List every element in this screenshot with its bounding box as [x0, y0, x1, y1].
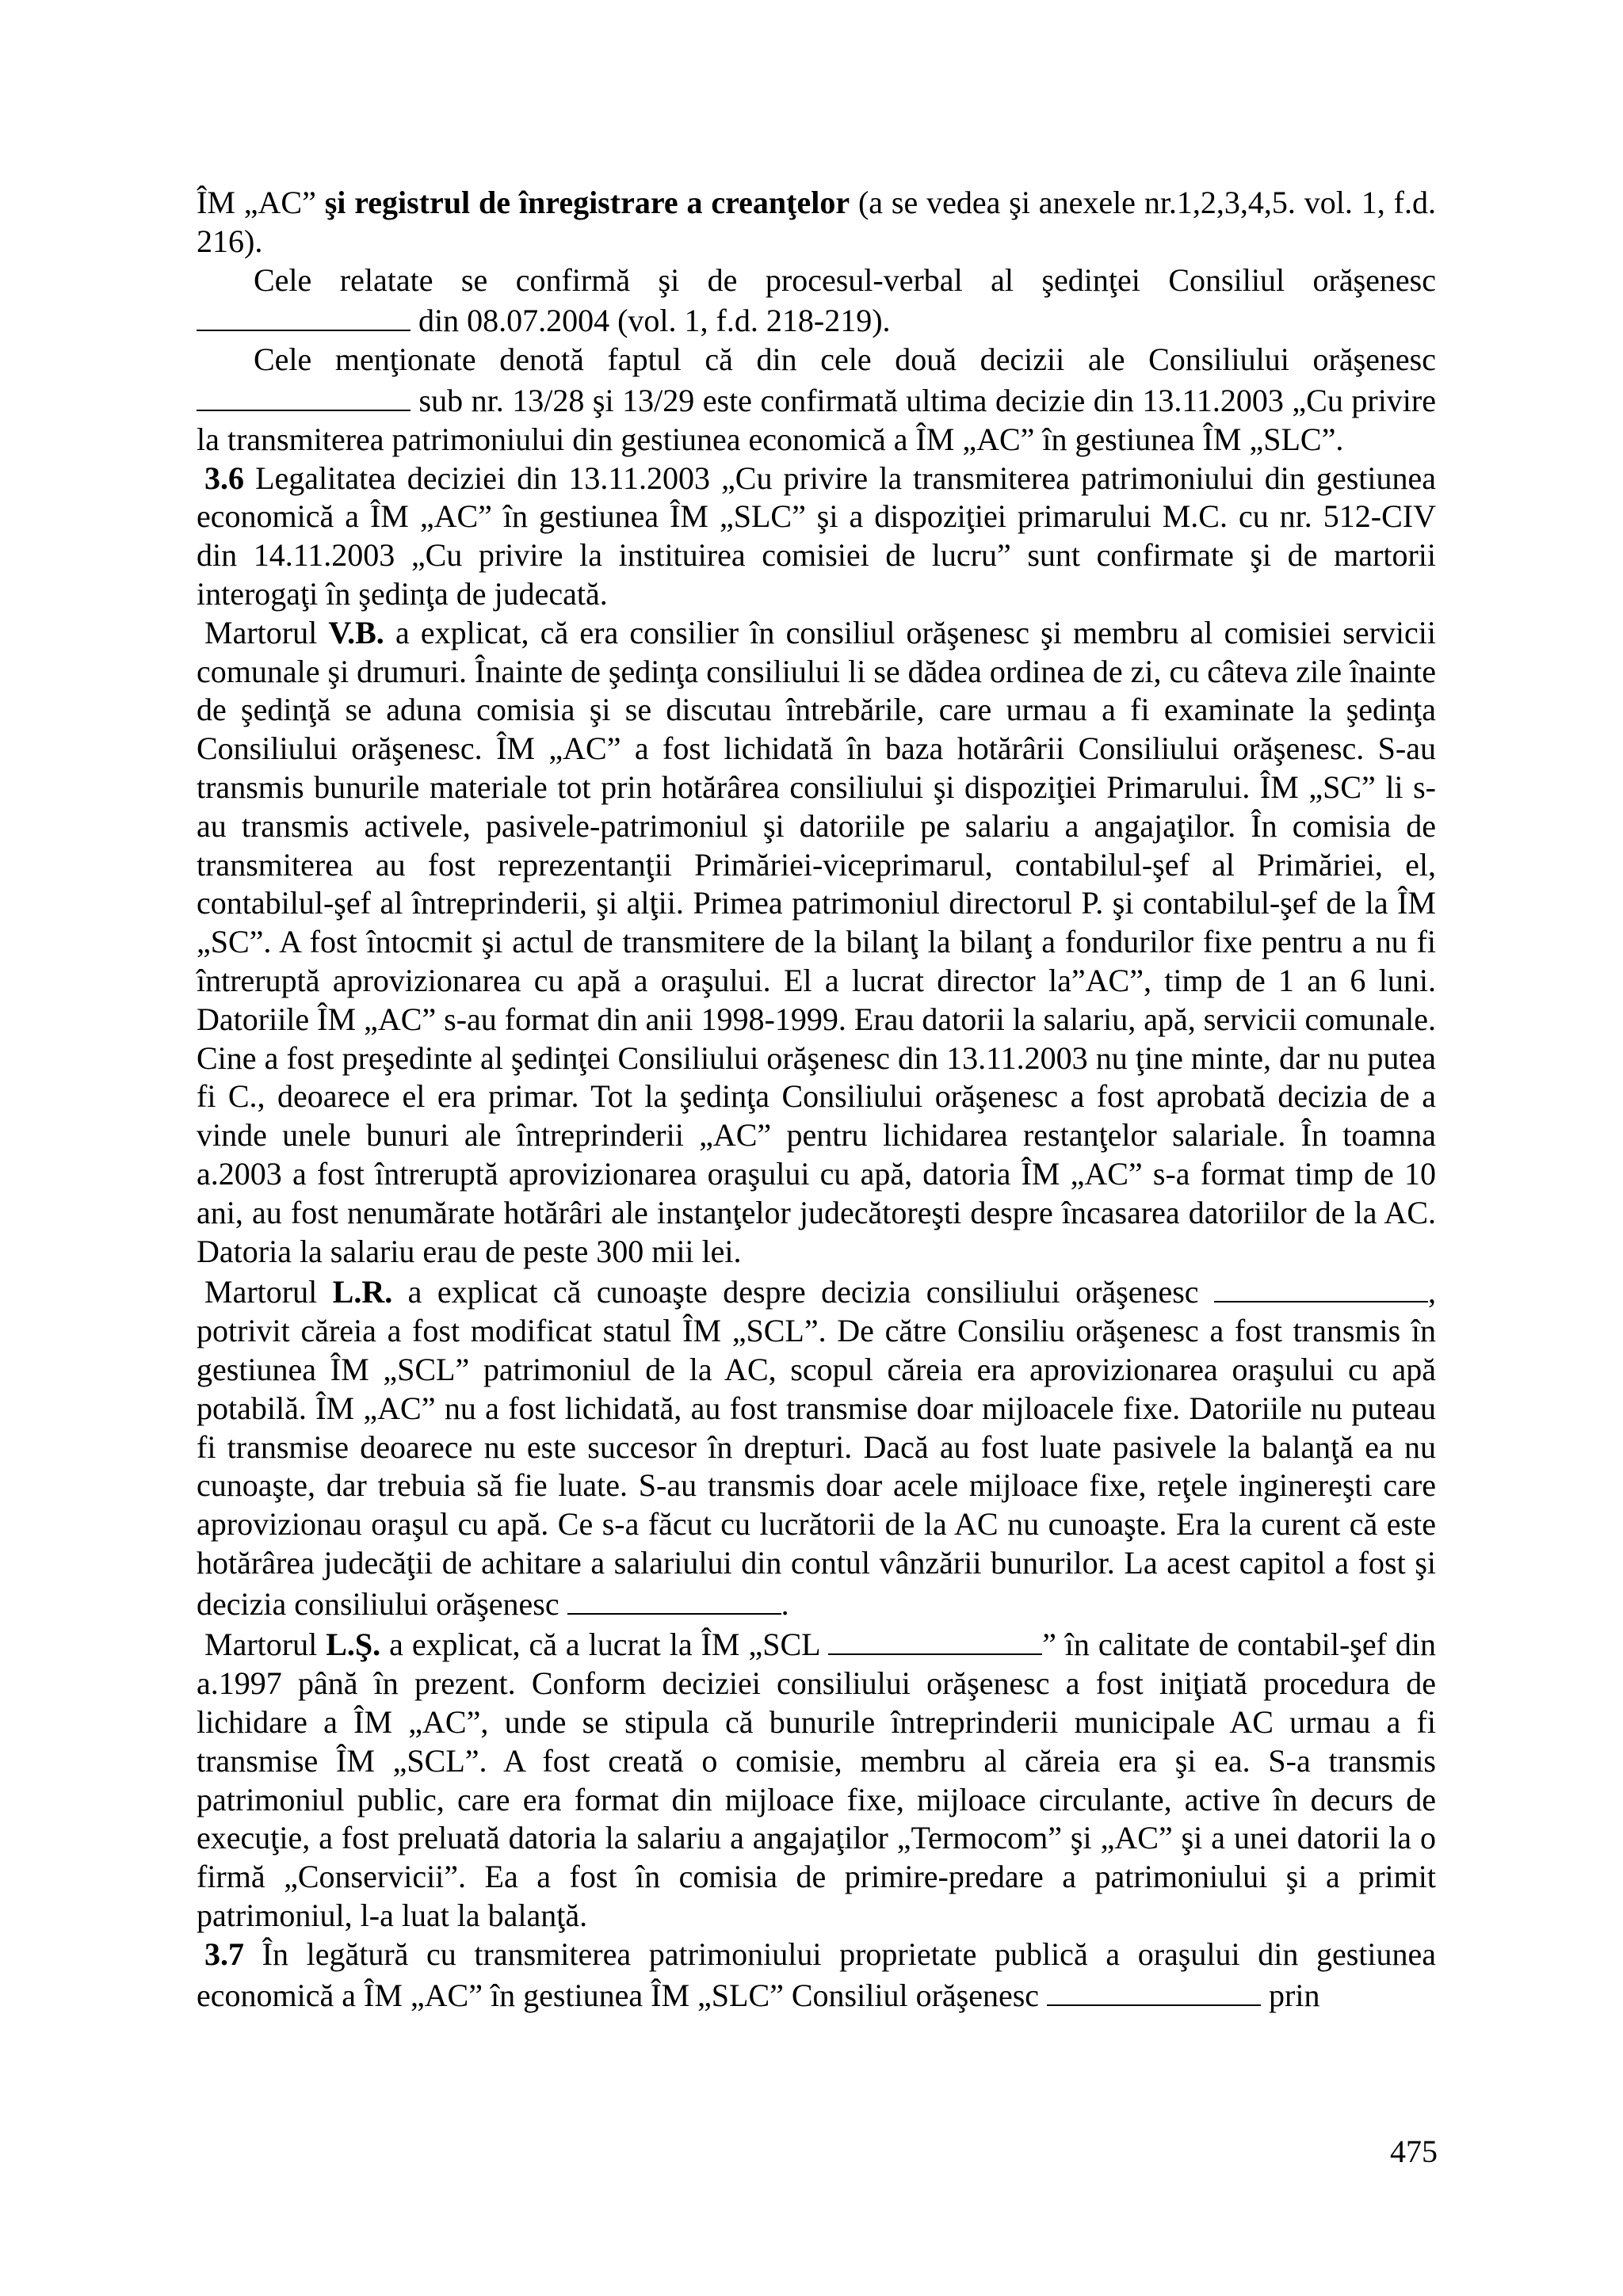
- section-number: 3.6: [204, 460, 244, 496]
- paragraph-witness-lr: [197, 1271, 1436, 1623]
- text: Cele menţionate denotă faptul că din cele două decizii ale Consiliului orăşenesc: [254, 341, 1436, 378]
- text: ” în calitate de contabil-şef din a.1997 până în prezent. Conform deciziei consiliului orăşenesc a fost iniţiată procedura de lichidare a ÎM „AC”, unde se stipula că bunurile întreprinderii municipale AC urmau a fi transmise ÎM „SCL”. A fost creată o comisie, membru al căreia era şi ea. S-a transmis patrimoniul public, care era format din mijloace fixe, mijloace circulante, active în decurs de execuţie, a fost preluată datoria la salariu a angajaţilor „Termocom” şi „AC” şi a unei datorii la o firmă „Conservicii”. Ea a fost în comisia de primire-predare a patrimoniului şi a primit patrimoniul, l-a luat la balanţă.: [197, 1627, 1437, 1934]
- text: ÎM „AC”: [197, 185, 325, 220]
- redacted-blank: [828, 1623, 1042, 1655]
- text: a explicat, că era consilier în consiliul orăşenesc şi membru al comisiei servicii comunale şi drumuri. Înainte de şedinţa consiliului li se dădea ordinea de zi, cu câteva zile înainte de şedinţă se aduna comisia şi se discutau întrebările, care urmau a fi examinate la şedinţa Consiliului orăşenesc. ÎM „AC” a fost lichidată în baza hotărârii Consiliului orăşenesc. S-au transmis bunurile materiale tot prin hotărârea consiliului şi dispoziţiei Primarului. ÎM „SC” li s-au transmis activele, pasivele-patrimoniul şi datoriile pe salariu a angajaţilor. În comisia de transmiterea au fost reprezentanţii Primăriei-viceprimarul, contabilul-şef al Primăriei, el, contabilul-şef al întreprinderii, şi alţii. Primea patrimoniul directorul P. şi contabilul-şef de la ÎM „SC”. A fost întocmit şi actul de transmitere de la bilanţ la bilanţ a fondurilor fixe pentru a nu fi întreruptă aprovizionarea cu apă a oraşului. El a lucrat director la”AC”, timp de 1 an 6 luni. Datoriile ÎM „AC” s-au format din anii 1998-1999. Erau datorii la salariu, apă, servicii comunale. Cine a fost preşedinte al şedinţei Consiliului orăşenesc din 13.11.2003 nu ţine minte, dar nu putea fi C., deoarece el era primar. Tot la şedinţa Consiliului orăşenesc a fost aprobată decizia de a vinde unele bunuri ale întreprinderii „AC” pentru lichidarea restanţelor salariale. În toamna a.2003 a fost întreruptă aprovizionarea oraşului cu apă, datoria ÎM „AC” s-a format timp de 10 ani, au fost nenumărate hotărâri ale instanţelor judecătoreşti despre încasarea datoriilor de la AC. Datoria la salariu erau de peste 300 mii lei.: [197, 614, 1437, 1269]
- redacted-blank: [197, 379, 411, 411]
- redacted-blank: [197, 299, 411, 331]
- bold-text: şi registrul de înregistrare a creanţelor: [324, 185, 850, 220]
- text: , potrivit căreia a fost modificat statul ÎM „SCL”. De către Consiliu orăşenesc a fost transmis în gestiunea ÎM „SCL” patrimoniul de la AC, scopul căreia era aprovizionarea oraşului cu apă potabilă. ÎM „AC” nu a fost lichidată, au fost transmise doar mijloacele fixe. Datoriile nu puteau fi transmise deoarece nu este succesor în drepturi. Dacă au fost luate pasivele la balanţă ea nu cunoaşte, dar trebuia să fie luate. S-au transmis doar acele mijloace fixe, reţele inginereşti care aprovizionau oraşul cu apă. Ce s-a făcut cu lucrătorii de la AC nu cunoaşte. Era la curent că este hotărârea judecăţii de achitare a salariului din contul vânzării bunurilor. La acest capitol a fost şi decizia consiliului orăşenesc: [197, 1274, 1437, 1622]
- text: Legalitatea deciziei din 13.11.2003 „Cu privire la transmiterea patrimoniului din gestiunea economică a ÎM „AC” în gestiunea ÎM „SLC” şi a dispoziţiei primarului M.C. cu nr. 512-CIV din 14.11.2003 „Cu privire la instituirea comisiei de lucru” sunt confirmate şi de martorii interogaţi în şedinţa de judecată.: [197, 460, 1436, 612]
- document-body: [197, 184, 1436, 2015]
- paragraph-1: [197, 184, 1436, 261]
- text: Martorul: [204, 1627, 327, 1663]
- witness-name: L.Ş.: [326, 1627, 381, 1663]
- text: sub nr. 13/28 şi 13/29 este confirmată ultima decizie din 13.11.2003 „Cu privire la transmiterea patrimoniului din gestiunea economică a ÎM „AC” în gestiunea ÎM „SLC”.: [197, 382, 1436, 457]
- text: prin: [1261, 1977, 1320, 2013]
- redacted-blank: [1214, 1271, 1428, 1302]
- text: a explicat, că a lucrat la ÎM „SCL: [380, 1627, 829, 1663]
- paragraph-3: [197, 341, 1436, 459]
- text: Martorul: [204, 614, 329, 650]
- paragraph-witness-ls: [197, 1623, 1436, 1935]
- paragraph-witness-vb: [197, 614, 1436, 1272]
- text: a explicat că cunoaşte despre decizia consiliului orăşenesc: [392, 1274, 1215, 1310]
- section-number: 3.7: [204, 1936, 244, 1972]
- text: din 08.07.2004 (vol. 1, f.d. 218-219).: [411, 303, 891, 339]
- witness-name: L.R.: [332, 1274, 393, 1310]
- redacted-blank: [567, 1583, 781, 1615]
- redacted-blank: [1047, 1974, 1261, 2006]
- text: În legătură cu transmiterea patrimoniului proprietate publică a oraşului din gestiunea economică a ÎM „AC” în gestiunea ÎM „SLC” Consiliul orăşenesc: [197, 1936, 1436, 2013]
- paragraph-3-6: [197, 460, 1436, 614]
- page-number: 475: [1390, 2134, 1438, 2169]
- paragraph-3-7: [197, 1936, 1436, 2016]
- text: (a se vedea şi anexele nr.1,2,3,4,5. vol. 1, f.d. 216).: [197, 185, 1436, 259]
- text: .: [781, 1585, 789, 1622]
- witness-name: V.B.: [328, 614, 384, 650]
- paragraph-2: [197, 261, 1436, 341]
- text: Martorul: [204, 1274, 333, 1310]
- text: Cele relatate se confirmă şi de procesul-verbal al şedinţei Consiliul orăşenesc: [254, 261, 1436, 298]
